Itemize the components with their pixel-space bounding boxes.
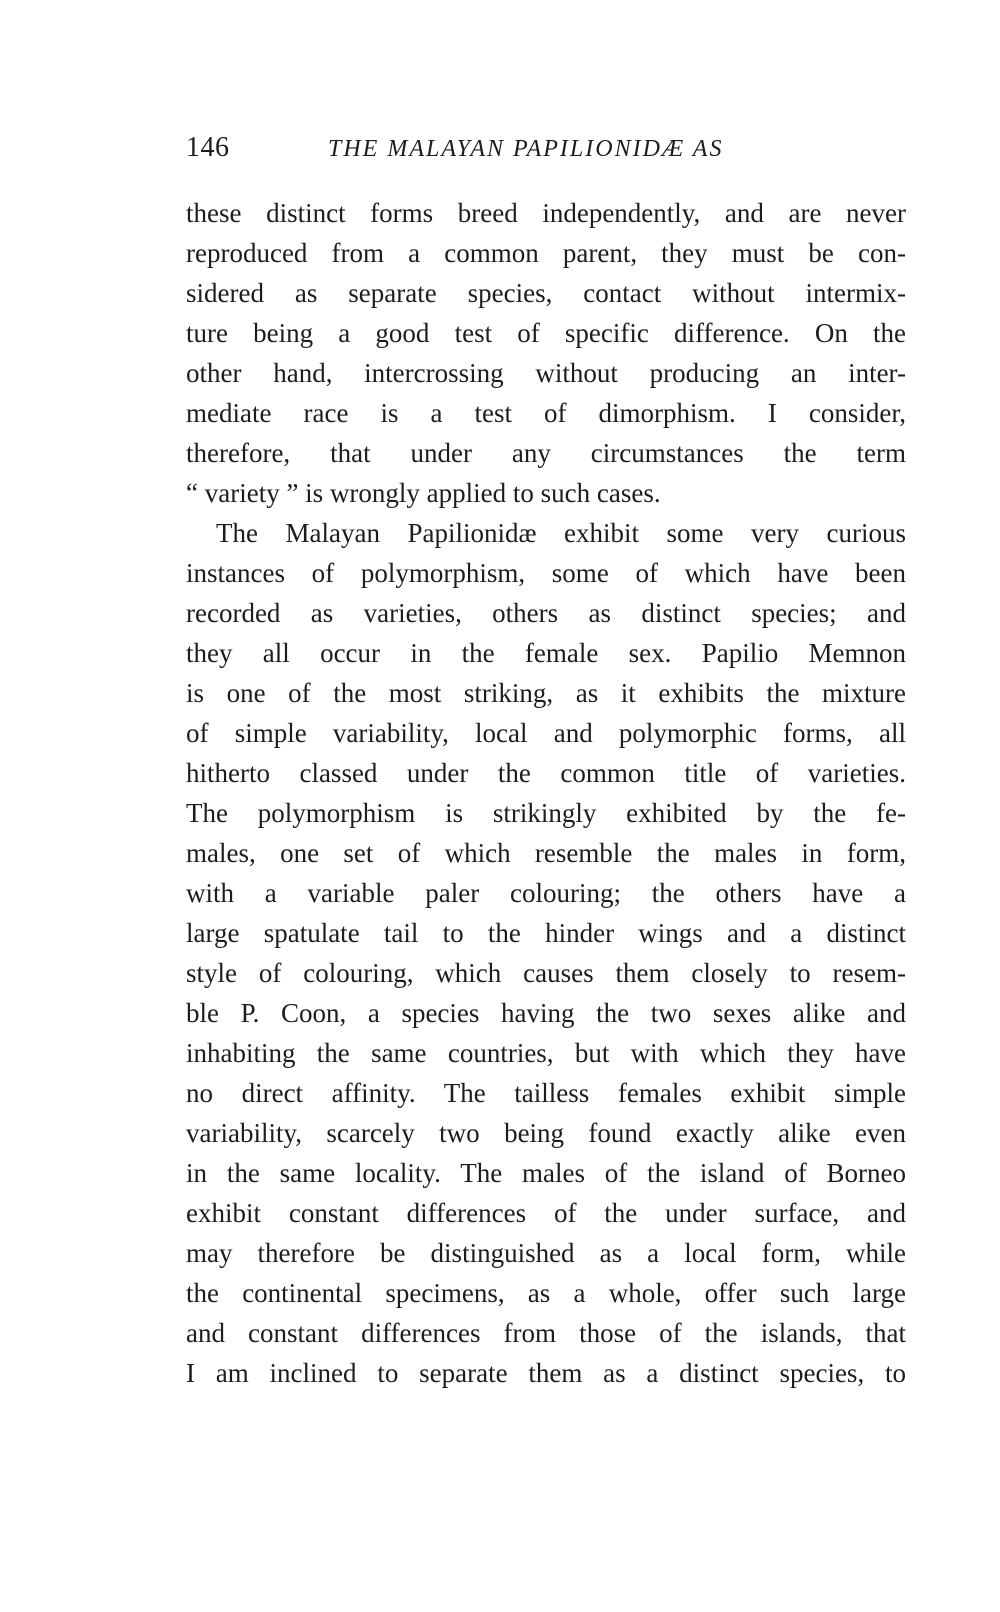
text-line: ble P. Coon, a species having the two sexes alike and — [186, 998, 906, 1028]
text-line: variability, scarcely two being found exactly alike even — [186, 1118, 906, 1148]
text-line: large spatulate tail to the hinder wings and a distinct — [186, 918, 906, 948]
text-line: is one of the most striking, as it exhibits the mixture — [186, 678, 906, 708]
text-line: in the same locality. The males of the island of Borneo — [186, 1158, 906, 1188]
text-line: hitherto classed under the common title of varieties. — [186, 758, 906, 788]
text-line: “ variety ” is wrongly applied to such cases. — [186, 478, 661, 508]
text-line: and constant differences from those of the islands, that — [186, 1318, 906, 1348]
text-line: therefore, that under any circumstances the term — [186, 438, 906, 468]
text-line: inhabiting the same countries, but with which they have — [186, 1038, 906, 1068]
paragraph-start-line: The Malayan Papilionidæ exhibit some very curious — [216, 518, 906, 548]
page-number: 146 — [186, 132, 230, 163]
text-line: instances of polymorphism, some of which have been — [186, 558, 906, 588]
text-line: mediate race is a test of dimorphism. I consider, — [186, 398, 906, 428]
text-line: ture being a good test of specific difference. On the — [186, 318, 906, 348]
text-line: The polymorphism is strikingly exhibited by the fe- — [186, 798, 906, 828]
text-line: with a variable paler colouring; the others have a — [186, 878, 906, 908]
text-line: other hand, intercrossing without producing an inter- — [186, 358, 906, 388]
text-line: style of colouring, which causes them closely to resem- — [186, 958, 906, 988]
text-line: of simple variability, local and polymorphic forms, all — [186, 718, 906, 748]
text-line: may therefore be distinguished as a local form, while — [186, 1238, 906, 1268]
text-line: they all occur in the female sex. Papilio Memnon — [186, 638, 906, 668]
running-head: THE MALAYAN PAPILIONIDÆ AS — [328, 136, 724, 162]
text-line: no direct affinity. The tailless females exhibit simple — [186, 1078, 906, 1108]
text-line: these distinct forms breed independently, and are never — [186, 198, 906, 228]
text-line: reproduced from a common parent, they must be con- — [186, 238, 906, 268]
text-line: the continental specimens, as a whole, offer such large — [186, 1278, 906, 1308]
text-line: males, one set of which resemble the males in form, — [186, 838, 906, 868]
body-text — [186, 193, 906, 1393]
text-line: sidered as separate species, contact without intermix- — [186, 278, 906, 308]
text-line: I am inclined to separate them as a distinct species, to — [186, 1358, 906, 1388]
text-line: exhibit constant differences of the under surface, and — [186, 1198, 906, 1228]
text-line: recorded as varieties, others as distinct species; and — [186, 598, 906, 628]
page-header — [186, 128, 906, 168]
